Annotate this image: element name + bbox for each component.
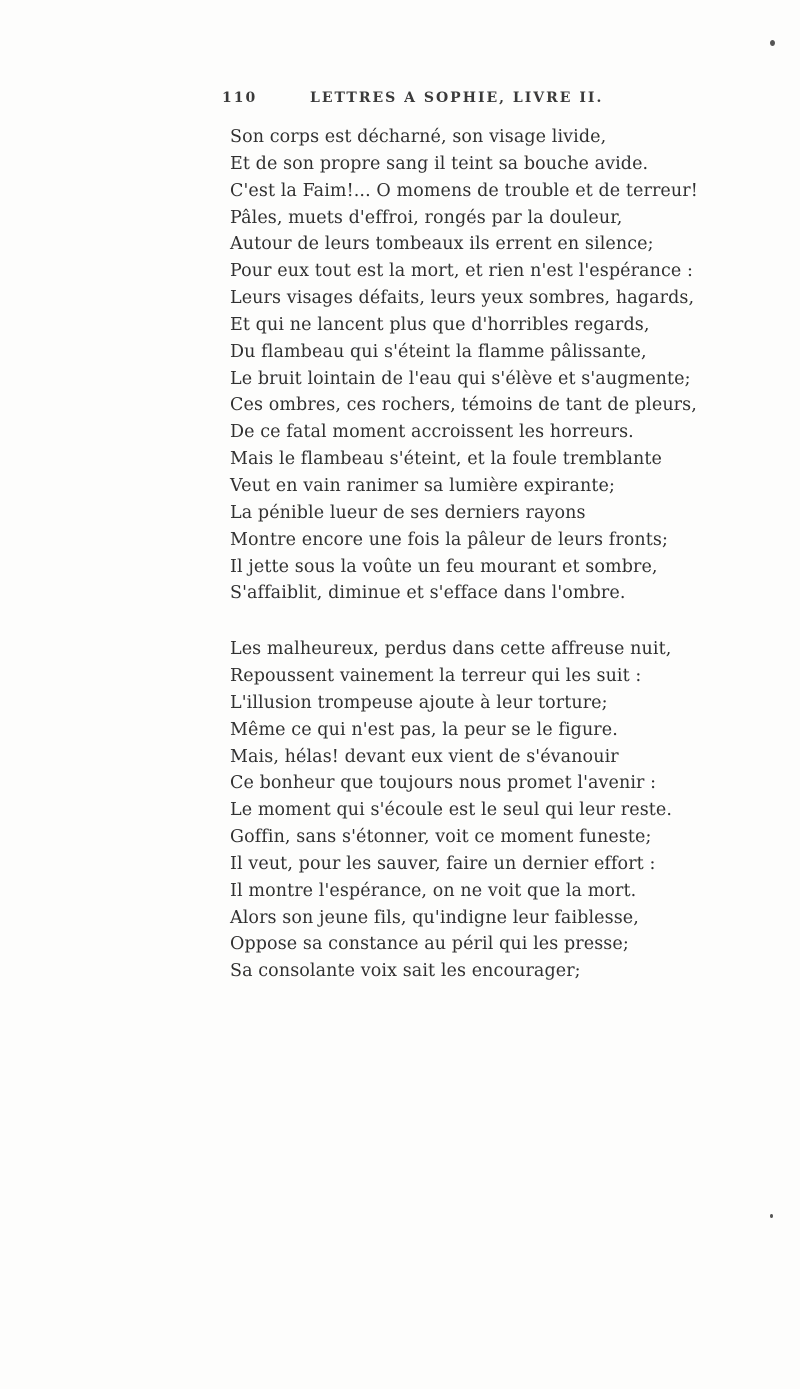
verse-line: C'est la Faim!... O momens de trouble et de terreur! bbox=[230, 180, 698, 201]
verse-line: Le moment qui s'écoule est le seul qui leur reste. bbox=[230, 800, 673, 821]
verse-line: Mais, hélas! devant eux vient de s'évanouir bbox=[230, 746, 619, 767]
verse-line: S'affaiblit, diminue et s'efface dans l'ombre. bbox=[230, 583, 626, 604]
verse-line: Et qui ne lancent plus que d'horribles regards, bbox=[230, 314, 650, 335]
verse-line: Pour eux tout est la mort, et rien n'est l'espérance : bbox=[230, 261, 693, 282]
page-number: 110 bbox=[222, 90, 258, 106]
verse-line: Ces ombres, ces rochers, témoins de tant de pleurs, bbox=[230, 395, 697, 416]
verse-line: Et de son propre sang il teint sa bouche avide. bbox=[230, 153, 649, 174]
stanza bbox=[230, 124, 790, 607]
ink-speck-bottom bbox=[770, 1214, 773, 1218]
stanza bbox=[230, 636, 790, 985]
verse-line: La pénible lueur de ses derniers rayons bbox=[230, 502, 586, 523]
verse-line: Goffin, sans s'étonner, voit ce moment funeste; bbox=[230, 827, 652, 848]
verse-line: Son corps est décharné, son visage livide, bbox=[230, 127, 607, 147]
page-header bbox=[222, 90, 782, 114]
verse-line: De ce fatal moment accroissent les horreurs. bbox=[230, 422, 634, 443]
verse-line: Montre encore une fois la pâleur de leurs fronts; bbox=[230, 529, 668, 550]
verse-line: Il veut, pour les sauver, faire un dernier effort : bbox=[230, 853, 656, 874]
running-title: LETTRES A SOPHIE, LIVRE II. bbox=[310, 90, 604, 106]
verse-line: Même ce qui n'est pas, la peur se le figure. bbox=[230, 719, 618, 740]
verse-line: Sa consolante voix sait les encourager; bbox=[230, 961, 581, 982]
poem-text bbox=[230, 124, 790, 985]
verse-line: Autour de leurs tombeaux ils errent en silence; bbox=[230, 234, 654, 255]
verse-line: Veut en vain ranimer sa lumière expirante; bbox=[230, 475, 615, 496]
verse-line: Il montre l'espérance, on ne voit que la mort. bbox=[230, 880, 637, 901]
verse-line: Il jette sous la voûte un feu mourant et sombre, bbox=[230, 556, 658, 577]
verse-line: Oppose sa constance au péril qui les presse; bbox=[230, 934, 629, 955]
verse-line: Le bruit lointain de l'eau qui s'élève et s'augmente; bbox=[230, 368, 691, 389]
verse-line: Pâles, muets d'effroi, rongés par la douleur, bbox=[230, 207, 623, 228]
verse-line: L'illusion trompeuse ajoute à leur torture; bbox=[230, 692, 608, 713]
verse-line: Les malheureux, perdus dans cette affreuse nuit, bbox=[230, 639, 672, 660]
verse-line: Leurs visages défaits, leurs yeux sombres, hagards, bbox=[230, 288, 695, 309]
verse-line: Mais le flambeau s'éteint, et la foule tremblante bbox=[230, 449, 662, 470]
verse-line: Ce bonheur que toujours nous promet l'avenir : bbox=[230, 773, 657, 794]
ink-speck-top bbox=[770, 40, 775, 46]
verse-line: Du flambeau qui s'éteint la flamme pâlissante, bbox=[230, 341, 647, 362]
verse-line: Repoussent vainement la terreur qui les suit : bbox=[230, 666, 642, 687]
verse-line: Alors son jeune fils, qu'indigne leur faiblesse, bbox=[230, 907, 639, 928]
